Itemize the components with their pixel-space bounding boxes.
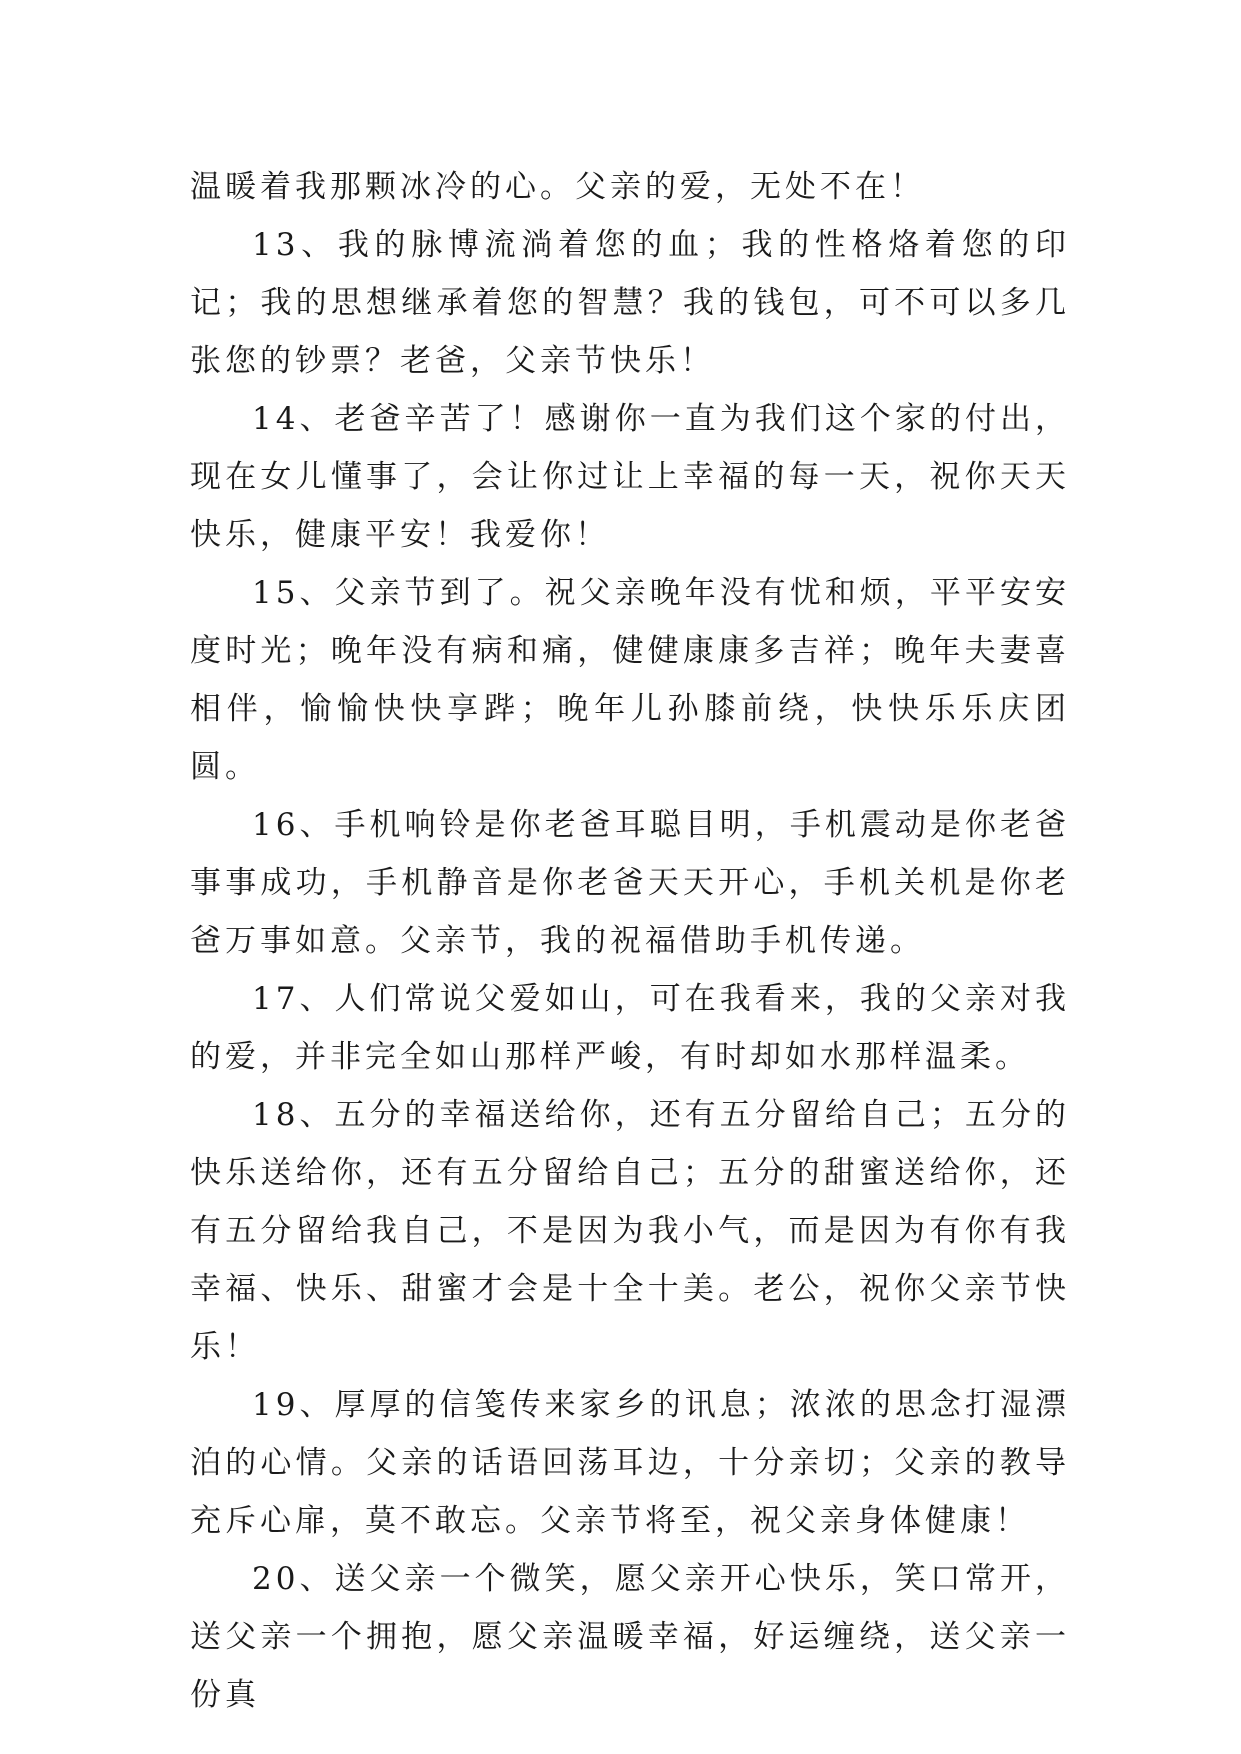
paragraph-13: 13、我的脉博流淌着您的血；我的性格烙着您的印记；我的思想继承着您的智慧？我的钱包，可不可以多几张您的钞票？老爸，父亲节快乐！ — [190, 227, 1070, 379]
paragraph-14: 14、老爸辛苦了！感谢你一直为我们这个家的付出，现在女儿懂事了，会让你过让上幸福的每一天，祝你天天快乐，健康平安！我爱你！ — [190, 401, 1070, 553]
paragraph-20: 20、送父亲一个微笑，愿父亲开心快乐，笑口常开，送父亲一个拥抱，愿父亲温暖幸福，好运缠绕，送父亲一份真 — [190, 1561, 1070, 1713]
paragraph-15: 15、父亲节到了。祝父亲晚年没有忧和烦，平平安安度时光；晚年没有病和痛，健健康康多吉祥；晚年夫妻喜相伴，愉愉快快享跸；晚年儿孙膝前绕，快快乐乐庆团圆。 — [190, 575, 1070, 785]
document-body — [190, 158, 1070, 1724]
paragraph-18: 18、五分的幸福送给你，还有五分留给自己；五分的快乐送给你，还有五分留给自己；五分的甜蜜送给你，还有五分留给我自己，不是因为我小气，而是因为有你有我幸福、快乐、甜蜜才会是十全十美。老公，祝你父亲节快乐！ — [190, 1097, 1070, 1365]
paragraph-17: 17、人们常说父爱如山，可在我看来，我的父亲对我的爱，并非完全如山那样严峻，有时却如水那样温柔。 — [190, 981, 1070, 1075]
paragraph-continuation: 温暖着我那颗冰冷的心。父亲的爱，无处不在！ — [190, 169, 925, 205]
paragraph-16: 16、手机响铃是你老爸耳聪目明，手机震动是你老爸事事成功，手机静音是你老爸天天开心，手机关机是你老爸万事如意。父亲节，我的祝福借助手机传递。 — [190, 807, 1070, 959]
paragraph-19: 19、厚厚的信笺传来家乡的讯息；浓浓的思念打湿漂泊的心情。父亲的话语回荡耳边，十分亲切；父亲的教导充斥心扉，莫不敢忘。父亲节将至，祝父亲身体健康！ — [190, 1387, 1070, 1539]
